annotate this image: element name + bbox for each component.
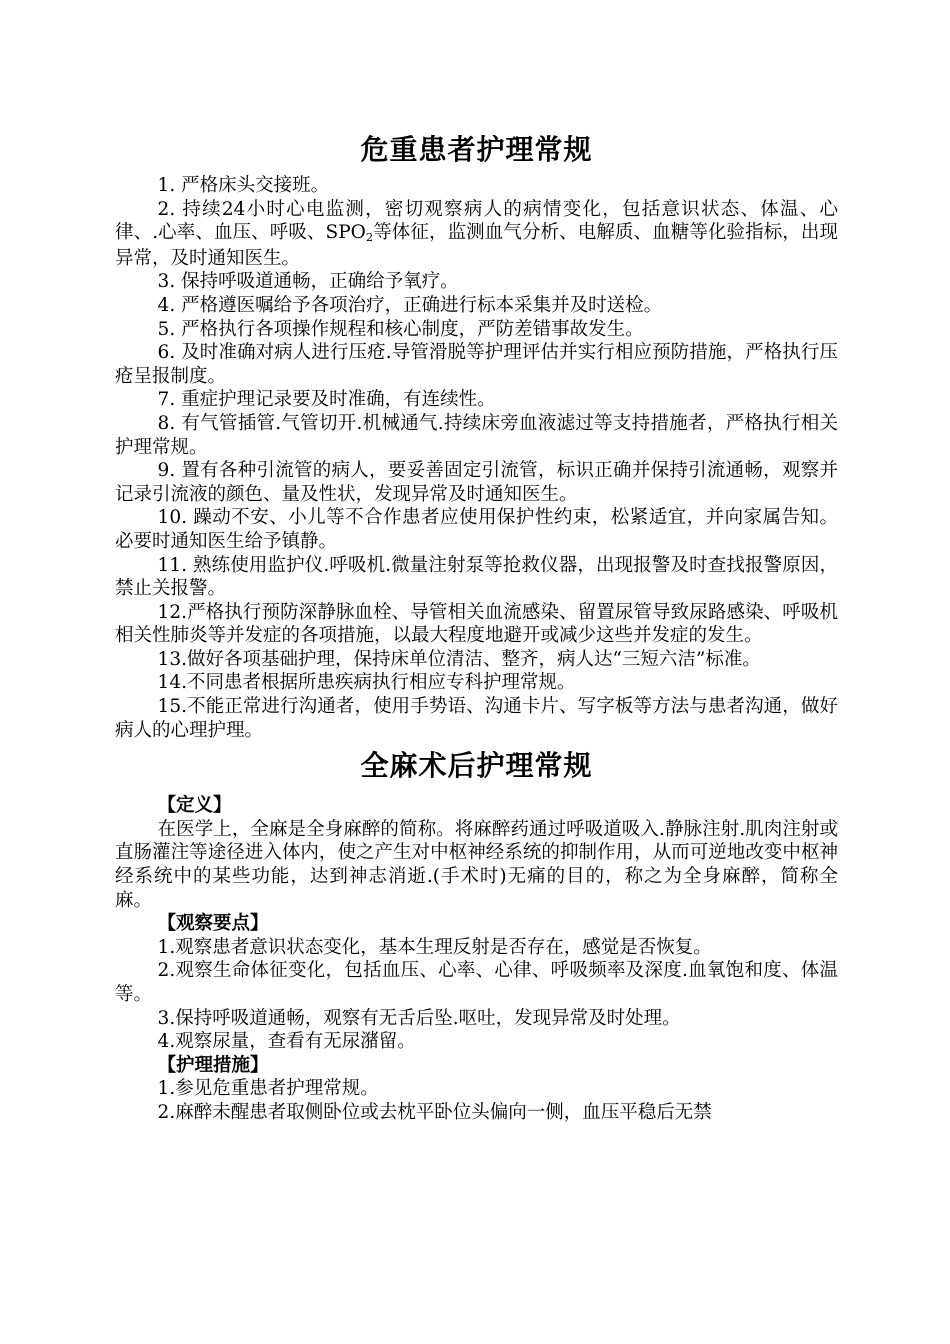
list-item: 13.做好各项基础护理，保持床单位清洁、整齐，病人达“三短六洁”标准。 xyxy=(157,648,761,670)
list-item: 6. 及时准确对病人进行压疮.导管滑脱等护理评估并实行相应预防措施，严格执行压疮呈报制度。 xyxy=(115,342,838,387)
item-2-subscript: 2 xyxy=(365,230,374,245)
list-item: 9. 置有各种引流管的病人，要妥善固定引流管，标识正确并保持引流通畅，观察并记录引流液的颜色、量及性状，发现异常及时通知医生。 xyxy=(115,460,838,505)
item-2-text-b: 等体征，监测血气分析、电解质、血糖等化验指标，出现异常，及时通知医生。 xyxy=(115,222,838,269)
section-title-critical-care: 危重患者护理常规 xyxy=(360,133,593,166)
list-item: 12.严格执行预防深静脉血栓、导管相关血流感染、留置尿管导致尿路感染、呼吸机相关性肺炎等并发症的各项措施，以最大程度地避开或减少这些并发症的发生。 xyxy=(115,601,838,647)
list-item: 2.麻醉未醒患者取侧卧位或去枕平卧位头偏向一侧，血压平稳后无禁 xyxy=(157,1101,712,1123)
list-item: 8. 有气管插管.气管切开.机械通气.持续床旁血液滤过等支持措施者，严格执行相关护理常规。 xyxy=(115,412,838,458)
item-2-text-a: 2. 持续24小时心电监测，密切观察病人的病情变化，包括意识状态、体温、心律、.心率、血压、呼吸、SPO xyxy=(115,198,838,244)
section-title-anesthesia: 全麻术后护理常规 xyxy=(360,749,593,783)
list-item: 15.不能正常进行沟通者，使用手势语、沟通卡片、写字板等方法与患者沟通，做好病人的心理护理。 xyxy=(115,696,838,741)
list-item: 4. 严格遵医嘱给予各项治疗，正确进行标本采集并及时送检。 xyxy=(157,294,663,316)
list-item: 4.观察尿量，查看有无尿潴留。 xyxy=(157,1031,416,1053)
observation-heading: 【观察要点】 xyxy=(157,913,269,935)
list-item: 1.观察患者意识状态变化，基本生理反射是否存在，感觉是否恢复。 xyxy=(157,936,712,958)
list-item-2 xyxy=(115,198,838,271)
list-item: 14.不同患者根据所患疾病执行相应专科护理常规。 xyxy=(157,672,576,694)
list-item: 3.保持呼吸道通畅，观察有无舌后坠.呕吐，发现异常及时处理。 xyxy=(157,1007,681,1029)
list-item: 1. 严格床头交接班。 xyxy=(157,175,330,196)
care-heading: 【护理措施】 xyxy=(157,1054,269,1076)
list-item: 11. 熟练使用监护仪.呼吸机.微量注射泵等抢救仪器，出现报警及时查找报警原因，禁止关报警。 xyxy=(115,554,838,600)
list-item: 1.参见危重患者护理常规。 xyxy=(157,1078,379,1100)
list-item: 3. 保持呼吸道通畅，正确给予氧疗。 xyxy=(157,271,459,293)
list-item: 10. 躁动不安、小儿等不合作患者应使用保护性约束，松紧适宜，并向家属告知。必要时通知医生给予镇静。 xyxy=(115,507,838,552)
definition-text: 在医学上，全麻是全身麻醉的简称。将麻醉药通过呼吸道吸入.静脉注射.肌肉注射或直肠灌注等途径进入体内，使之产生对中枢神经系统的抑制作用，从而可逆地改变中枢神经系统中的某些功能，达到神志消逝.(手术时)无痛的目的，称之为全身麻醉，简称全麻。 xyxy=(115,818,838,911)
list-item: 2.观察生命体征变化，包括血压、心率、心律、呼吸频率及深度.血氧饱和度、体温等。 xyxy=(115,960,838,1005)
list-item: 5. 严格执行各项操作规程和核心制度，严防差错事故发生。 xyxy=(157,318,644,340)
list-item: 7. 重症护理记录要及时准确，有连续性。 xyxy=(157,389,496,411)
definition-heading: 【定义】 xyxy=(157,795,232,817)
